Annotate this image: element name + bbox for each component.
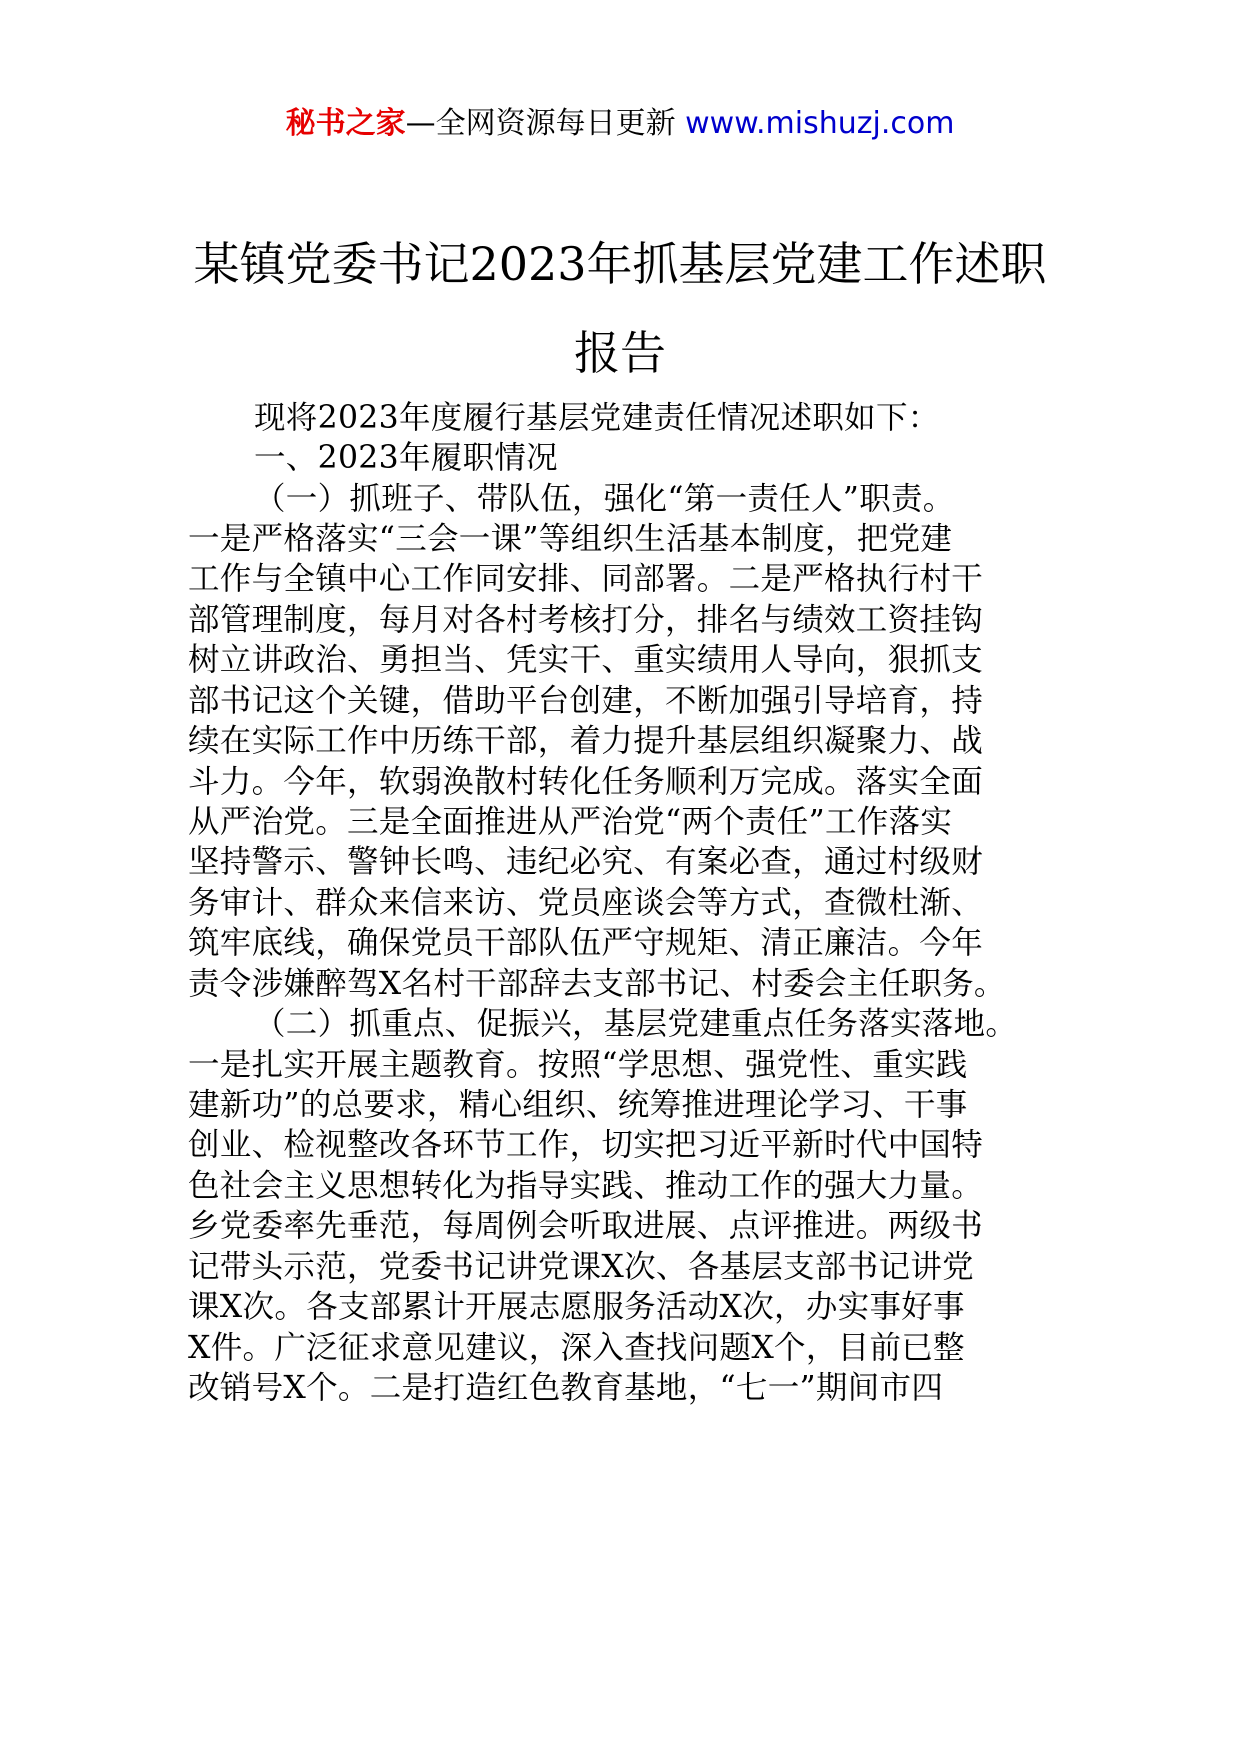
body-line: 责令涉嫌醉驾X名村干部辞去支部书记、村委会主任职务。 — [188, 966, 1006, 1002]
site-url-link[interactable]: www.mishuzj.com — [685, 106, 955, 141]
document-title-line-2: 报告 — [574, 326, 666, 380]
body-line: 色社会主义思想转化为指导实践、推动工作的强大力量。 — [188, 1168, 984, 1204]
body-line: 树立讲政治、勇担当、凭实干、重实绩用人导向，狠抓支 — [188, 642, 984, 678]
site-header — [0, 102, 1240, 146]
body-line: 从严治党。三是全面推进从严治党“两个责任”工作落实 — [188, 804, 953, 840]
body-line: 部管理制度，每月对各村考核打分，排名与绩效工资挂钩 — [188, 602, 984, 638]
body-line: 务审计、群众来信来访、党员座谈会等方式，查微杜渐、 — [188, 885, 984, 921]
body-line: 记带头示范，党委书记讲党课X次、各基层支部书记讲党 — [188, 1249, 974, 1285]
site-tagline: —全网资源每日更新 — [405, 106, 676, 141]
body-line: 部书记这个关键，借助平台创建，不断加强引导培育，持 — [188, 683, 984, 719]
intro-paragraph: 现将2023年度履行基层党建责任情况述职如下： — [254, 400, 940, 436]
body-line: 课X次。各支部累计开展志愿服务活动X次，办实事好事 — [188, 1289, 965, 1325]
body-line: 一是扎实开展主题教育。按照“学思想、强党性、重实践 — [188, 1047, 968, 1083]
body-line: 筑牢底线，确保党员干部队伍严守规矩、清正廉洁。今年 — [188, 925, 984, 961]
body-line: 斗力。今年，软弱涣散村转化任务顺利万完成。落实全面 — [188, 764, 984, 800]
body-line: 乡党委率先垂范，每周例会听取进展、点评推进。两级书 — [188, 1208, 984, 1244]
body-line: 改销号X个。二是打造红色教育基地，“七一”期间市四 — [188, 1370, 944, 1406]
section-heading-1: 一、2023年履职情况 — [254, 440, 558, 476]
site-brand: 秘书之家 — [285, 106, 406, 141]
body-line: 创业、检视整改各环节工作，切实把习近平新时代中国特 — [188, 1127, 984, 1163]
subsection-heading-1: （一）抓班子、带队伍，强化“第一责任人”职责。 — [254, 481, 955, 517]
body-line: 续在实际工作中历练干部，着力提升基层组织凝聚力、战 — [188, 723, 984, 759]
document-title-line-1: 某镇党委书记2023年抓基层党建工作述职 — [193, 237, 1047, 291]
body-line: 建新功”的总要求，精心组织、统筹推进理论学习、干事 — [188, 1087, 968, 1123]
body-line: X件。广泛征求意见建议，深入查找问题X个，目前已整 — [188, 1330, 965, 1366]
subsection-heading-2: （二）抓重点、促振兴，基层党建重点任务落实落地。 — [254, 1006, 1018, 1042]
body-line: 工作与全镇中心工作同安排、同部署。二是严格执行村干 — [188, 561, 984, 597]
body-line: 一是严格落实“三会一课”等组织生活基本制度，把党建 — [188, 521, 953, 557]
body-line: 坚持警示、警钟长鸣、违纪必究、有案必查，通过村级财 — [188, 844, 984, 880]
